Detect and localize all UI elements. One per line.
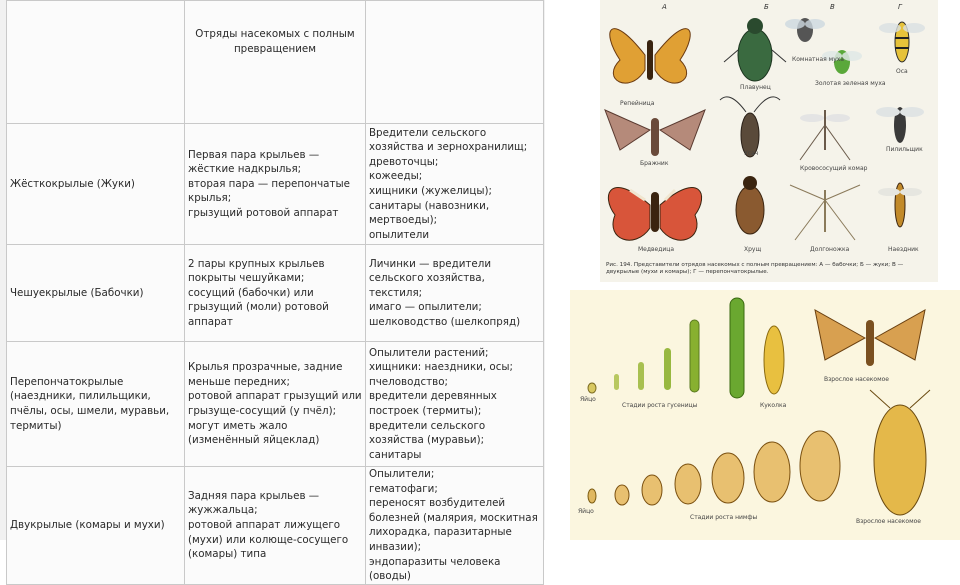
figure-label: Хрущ xyxy=(744,246,762,253)
table-row xyxy=(7,245,544,342)
order-cell: Чешуекрылые (Бабочки) xyxy=(7,245,185,342)
table-row xyxy=(7,124,544,245)
wasp-icon xyxy=(879,22,925,62)
features-cell: Крылья прозрачные, задние меньше передних; ротовой аппарат грызущий или грызуще-сосущий (у пчёл); могут иметь жало (изменённый яйцеклад) xyxy=(184,342,365,467)
adult-moth-icon xyxy=(815,310,925,366)
letter-a: А xyxy=(662,3,667,11)
table-row xyxy=(7,342,544,467)
figure-label: Кровососущий комар xyxy=(800,165,868,172)
adult-cockroach-icon xyxy=(870,390,930,515)
significance-cell: Вредители сельского хозяйства и зернохранилищ; древоточцы; кожееды; хищники (жужелицы); санитары (навозники, мертвоеды); опылители xyxy=(365,124,543,245)
nymph-icon xyxy=(615,431,840,505)
metamorphosis-figure xyxy=(570,290,960,540)
figure-label: Долгоножка xyxy=(810,246,850,253)
ichneumon-icon xyxy=(878,183,922,227)
pupa-icon xyxy=(764,326,784,394)
figure-label: Взрослое насекомое xyxy=(856,518,921,525)
egg-icon xyxy=(588,383,596,393)
figure-label: Медведица xyxy=(638,246,675,253)
cockchafer-icon xyxy=(736,176,764,234)
header-empty-cell xyxy=(365,1,543,124)
figure-label: Стадии роста гусеницы xyxy=(622,402,698,409)
crane-fly-icon xyxy=(790,185,860,240)
figure-label: Бражник xyxy=(640,160,669,167)
figure-caption: Рис. 194. Представители отрядов насекомых с полным превращением: А — бабочки; Б — жуки; В — двукрылые (мухи и комары); Г — перепончатокрылые. xyxy=(606,262,904,275)
figure-label: Куколка xyxy=(760,402,787,409)
insect-representatives-figure xyxy=(600,0,938,282)
moth-icon xyxy=(605,110,705,156)
mosquito-icon xyxy=(800,110,850,160)
significance-cell: Личинки — вредители сельского хозяйства, текстиля; имаго — опылители; шелководство (шелкопряд) xyxy=(365,245,543,342)
figure-label: Комнатная муха xyxy=(792,56,844,63)
insect-orders-table xyxy=(6,0,544,585)
figure-label: Усач xyxy=(744,150,759,157)
beetle-icon xyxy=(724,18,786,81)
fly-icon xyxy=(785,18,825,42)
features-cell: Первая пара крыльев — жёсткие надкрылья; вторая пара — перепончатые крылья; грызущий ротовой аппарат xyxy=(184,124,365,245)
significance-cell: Опылители растений; хищники: наездники, осы; пчеловодство; вредители деревянных построек (термиты); вредители сельского хозяйства (муравьи); санитары xyxy=(365,342,543,467)
figure-label: Плавунец xyxy=(740,84,771,91)
tiger-moth-icon xyxy=(608,187,701,240)
figure-label: Золотая зеленая муха xyxy=(815,80,886,87)
caterpillar-icon xyxy=(614,298,744,398)
order-cell: Перепончатокрылые (наездники, пилильщики, пчёлы, осы, шмели, муравьи, термиты) xyxy=(7,342,185,467)
table-header: Отряды насекомых с полным превращением xyxy=(184,1,365,124)
table-header-row xyxy=(7,1,544,124)
order-cell: Жёсткокрылые (Жуки) xyxy=(7,124,185,245)
sawfly-icon xyxy=(876,107,924,143)
figure-label: Яйцо xyxy=(578,508,594,515)
figure-label: Яйцо xyxy=(580,396,596,403)
figure-label: Взрослое насекомое xyxy=(824,376,889,383)
significance-cell: Опылители; гематофаги; переносят возбудителей болезней (малярия, москитная лихорадка, паразитарные инвазии); эндопаразиты человека (оводы) xyxy=(365,467,543,585)
features-cell: Задняя пара крыльев — жужжальца; ротовой аппарат лижущего (мухи) или колюще-сосущего (комары) типа xyxy=(184,467,365,585)
insect-drawings xyxy=(600,0,938,282)
letter-b: Б xyxy=(764,3,769,11)
longhorn-beetle-icon xyxy=(720,97,780,157)
table-row xyxy=(7,467,544,585)
figure-label: Наездник xyxy=(888,246,919,253)
figure-label: Оса xyxy=(896,68,908,75)
metamorphosis-drawings xyxy=(570,290,960,540)
egg-icon xyxy=(588,489,596,503)
header-empty-cell xyxy=(7,1,185,124)
features-cell: 2 пары крупных крыльев покрыты чешуйками; сосущий (бабочки) или грызущий (моли) ротовой аппарат xyxy=(184,245,365,342)
figure-label: Пилильщик xyxy=(886,146,923,153)
butterfly-icon xyxy=(610,29,690,83)
letter-v: В xyxy=(830,3,835,11)
figure-label: Репейница xyxy=(620,100,655,107)
letter-g: Г xyxy=(898,3,902,11)
figure-label: Стадии роста нимфы xyxy=(690,514,758,521)
order-cell: Двукрылые (комары и мухи) xyxy=(7,467,185,585)
